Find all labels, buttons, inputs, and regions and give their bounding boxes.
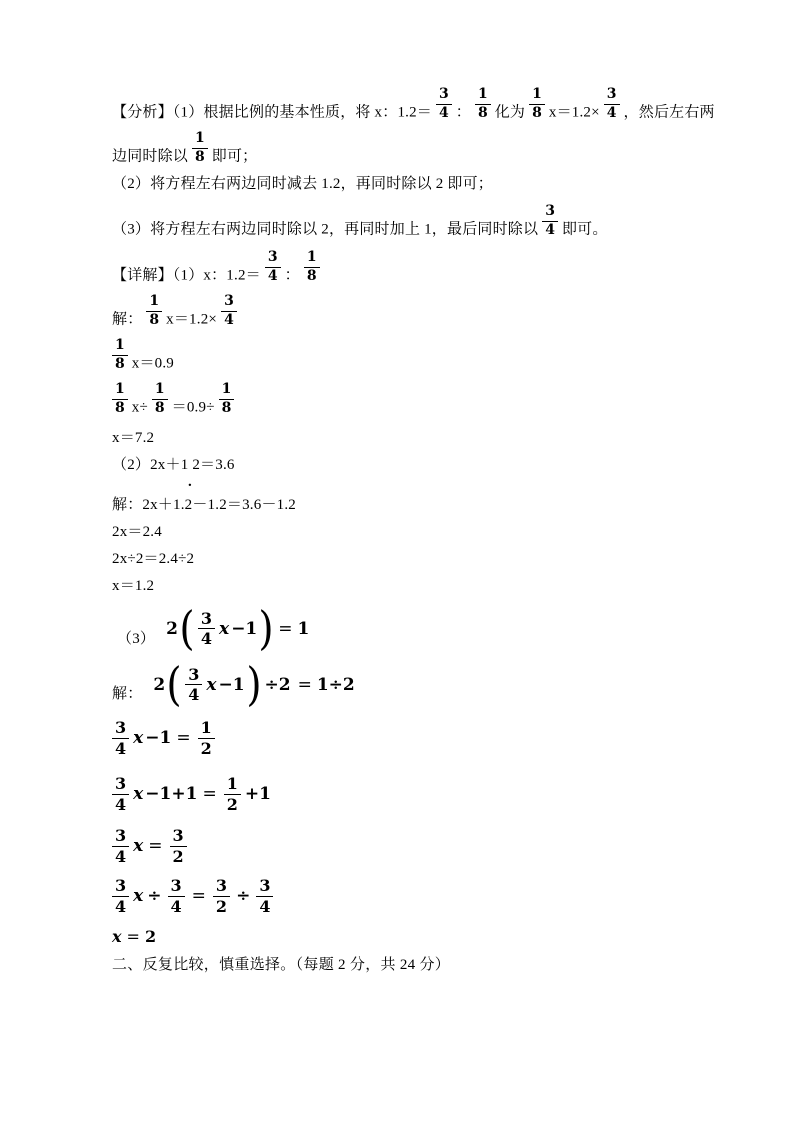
text-run: ，然后左右两 bbox=[623, 104, 715, 121]
divide-sign: ÷ bbox=[147, 886, 162, 907]
close-paren: ) bbox=[245, 656, 262, 711]
fraction-numerator: 1 bbox=[475, 86, 491, 105]
divide-sign: ÷ bbox=[236, 886, 251, 907]
fraction-3-4 bbox=[112, 774, 129, 814]
fraction-denominator: 4 bbox=[224, 311, 234, 328]
close-paren: ) bbox=[258, 601, 274, 655]
math-line-3-3 bbox=[112, 718, 706, 758]
fraction-1-8 bbox=[529, 86, 545, 122]
fraction-numerator: 3 bbox=[112, 876, 129, 897]
text-run: （3）将方程左右两边同时除以 2，再同时加上 1，最后同时除以 bbox=[112, 221, 539, 238]
analysis-section bbox=[112, 86, 715, 239]
fraction-denominator: 4 bbox=[439, 104, 449, 121]
fraction-1-8 bbox=[146, 293, 162, 329]
fraction-3-4 bbox=[185, 665, 202, 705]
fraction-numerator: 3 bbox=[112, 774, 129, 795]
fraction-denominator: 8 bbox=[306, 267, 317, 284]
fraction-numerator: 1 bbox=[146, 293, 162, 312]
math-expression bbox=[152, 656, 355, 711]
equation-line bbox=[112, 381, 706, 417]
text-run: 化为 bbox=[494, 104, 526, 121]
variable-x: x bbox=[112, 926, 122, 946]
variable-x: x bbox=[133, 728, 144, 749]
result-line bbox=[112, 425, 706, 451]
rhs: 2 bbox=[144, 926, 157, 946]
fraction-numerator: 3 bbox=[604, 86, 620, 105]
text-run: x＝7.2 bbox=[112, 430, 155, 446]
fraction-denominator: 8 bbox=[149, 311, 160, 328]
text-run: x＝1.2× bbox=[166, 311, 218, 328]
fraction-3-4 bbox=[436, 86, 452, 122]
fraction-denominator: 2 bbox=[200, 738, 212, 758]
stray-decimal-point bbox=[188, 474, 706, 490]
fraction-1-8 bbox=[192, 130, 208, 166]
fraction-numerator: 3 bbox=[112, 826, 129, 847]
fraction-3-2 bbox=[213, 876, 230, 916]
fraction-1-8 bbox=[304, 249, 320, 285]
fraction-3-4 bbox=[198, 609, 215, 649]
text-run: 【详解】（1）x：1.2＝ bbox=[112, 267, 261, 284]
fraction-numerator: 3 bbox=[198, 609, 215, 630]
fraction-numerator: 1 bbox=[152, 381, 168, 400]
fraction-1-8 bbox=[219, 381, 235, 417]
item-label: （3） bbox=[117, 630, 156, 647]
coefficient: 2 bbox=[166, 618, 178, 639]
equals-sign: = bbox=[278, 618, 293, 639]
fraction-numerator: 1 bbox=[304, 249, 320, 268]
fraction-denominator: 4 bbox=[606, 104, 617, 121]
text-run: 2x＝2.4 bbox=[112, 524, 162, 540]
fraction-denominator: 4 bbox=[545, 221, 555, 238]
detail-line-1 bbox=[112, 249, 706, 285]
rhs: 1÷2 bbox=[316, 674, 355, 695]
section-2-heading bbox=[112, 952, 706, 978]
equals-sign: = bbox=[148, 836, 163, 857]
fraction-denominator: 8 bbox=[221, 399, 232, 416]
math-expression bbox=[112, 826, 190, 866]
open-paren: ( bbox=[179, 601, 195, 655]
text-run: 解：2x＋1.2－1.2＝3.6－1.2 bbox=[112, 497, 297, 513]
math-expression bbox=[165, 601, 310, 655]
fraction-numerator: 1 bbox=[112, 381, 128, 400]
text-run: 即可； bbox=[211, 148, 258, 165]
fraction-denominator: 4 bbox=[188, 685, 200, 705]
text-run: （2）2x＋1 2＝3.6 bbox=[112, 457, 235, 473]
text-run: . bbox=[188, 474, 192, 490]
fraction-3-4 bbox=[168, 876, 185, 916]
equals-sign: = bbox=[297, 674, 312, 695]
fraction-1-2 bbox=[198, 718, 215, 758]
variable-x: x bbox=[133, 886, 144, 907]
fraction-denominator: 8 bbox=[115, 355, 125, 372]
fraction-1-8 bbox=[112, 381, 128, 417]
fraction-numerator: 3 bbox=[265, 249, 281, 268]
text-run: x＝1.2 bbox=[112, 578, 155, 594]
fraction-1-8 bbox=[112, 337, 128, 373]
term: −1 bbox=[145, 728, 172, 749]
fraction-denominator: 8 bbox=[532, 104, 542, 121]
math-line-3-2 bbox=[112, 656, 706, 711]
equation-line bbox=[112, 519, 706, 545]
fraction-numerator: 3 bbox=[168, 876, 185, 897]
variable-x: x bbox=[219, 618, 230, 639]
divide-term: ÷2 bbox=[264, 674, 291, 695]
variable-x: x bbox=[206, 674, 217, 695]
fraction-numerator: 3 bbox=[185, 665, 202, 686]
fraction-3-4 bbox=[542, 203, 558, 239]
fraction-numerator: 3 bbox=[221, 293, 237, 312]
math-expression bbox=[112, 876, 276, 916]
math-expression bbox=[112, 718, 218, 758]
fraction-1-2 bbox=[224, 774, 241, 814]
math-line-3-1 bbox=[112, 601, 706, 655]
text-run: 【分析】（1）根据比例的基本性质，将 x：1.2＝ bbox=[112, 104, 433, 121]
fraction-3-4 bbox=[112, 876, 129, 916]
term: −1+1 bbox=[145, 784, 198, 805]
fraction-numerator: 1 bbox=[192, 130, 208, 149]
fraction-numerator: 3 bbox=[436, 86, 452, 105]
fraction-3-4 bbox=[604, 86, 620, 122]
analysis-line-3 bbox=[112, 171, 706, 197]
coefficient: 2 bbox=[153, 674, 166, 695]
variable-x: x bbox=[133, 836, 144, 857]
fraction-3-2 bbox=[170, 826, 187, 866]
term: −1 bbox=[231, 618, 258, 639]
math-expression bbox=[112, 927, 157, 946]
term: +1 bbox=[244, 784, 271, 805]
detail-section bbox=[112, 249, 706, 946]
equals-sign: = bbox=[126, 926, 140, 946]
fraction-denominator: 4 bbox=[259, 896, 271, 916]
fraction-numerator: 3 bbox=[213, 876, 230, 897]
text-run: x＝1.2× bbox=[548, 104, 600, 121]
fraction-denominator: 4 bbox=[170, 896, 182, 916]
fraction-numerator: 1 bbox=[224, 774, 241, 795]
math-line-3-6 bbox=[112, 876, 706, 916]
ratio-colon: ： bbox=[455, 104, 471, 121]
term: −1 bbox=[218, 674, 245, 695]
equals-sign: = bbox=[176, 728, 191, 749]
fraction-denominator: 8 bbox=[477, 104, 488, 121]
fraction-3-4 bbox=[112, 718, 129, 758]
fraction-numerator: 3 bbox=[542, 203, 558, 222]
fraction-3-4 bbox=[221, 293, 237, 329]
text-run: 2x÷2＝2.4÷2 bbox=[112, 551, 195, 567]
solve-line-1 bbox=[112, 293, 706, 329]
fraction-numerator: 3 bbox=[112, 718, 129, 739]
fraction-denominator: 4 bbox=[267, 267, 278, 284]
equals-sign: = bbox=[191, 886, 206, 907]
fraction-denominator: 4 bbox=[115, 738, 127, 758]
fraction-denominator: 8 bbox=[154, 399, 165, 416]
equals-sign: = bbox=[202, 784, 217, 805]
fraction-denominator: 4 bbox=[200, 629, 213, 649]
fraction-denominator: 8 bbox=[195, 148, 205, 165]
open-paren: ( bbox=[166, 656, 182, 711]
math-line-3-7 bbox=[112, 927, 706, 946]
fraction-1-8 bbox=[152, 381, 168, 417]
math-line-3-4 bbox=[112, 774, 706, 814]
fraction-3-4 bbox=[256, 876, 273, 916]
fraction-numerator: 3 bbox=[170, 826, 187, 847]
fraction-denominator: 8 bbox=[115, 399, 125, 416]
text-run: x÷ bbox=[131, 399, 148, 416]
fraction-denominator: 2 bbox=[215, 896, 228, 916]
fraction-numerator: 1 bbox=[198, 718, 215, 739]
text-run: ＝0.9÷ bbox=[171, 399, 215, 416]
solve-label: 解： bbox=[112, 686, 143, 703]
equation-line-2 bbox=[112, 452, 706, 478]
solve-line-2 bbox=[112, 492, 706, 518]
fraction-3-4 bbox=[265, 249, 281, 285]
text-run: 二、反复比较，慎重选择。（每题 2 分，共 24 分） bbox=[112, 956, 451, 973]
equation-line bbox=[112, 546, 706, 572]
text-run: x＝0.9 bbox=[131, 355, 175, 372]
fraction-denominator: 4 bbox=[115, 794, 127, 814]
text-run: 即可。 bbox=[561, 221, 608, 238]
text-run: 解： bbox=[112, 311, 143, 328]
analysis-line-4 bbox=[112, 203, 706, 239]
fraction-denominator: 4 bbox=[115, 896, 127, 916]
rhs: 1 bbox=[297, 618, 310, 639]
equation-line bbox=[112, 337, 706, 373]
fraction-denominator: 2 bbox=[226, 794, 238, 814]
fraction-1-8 bbox=[475, 86, 491, 122]
math-line-3-5 bbox=[112, 826, 706, 866]
fraction-3-4 bbox=[112, 826, 129, 866]
ratio-colon: ： bbox=[284, 267, 300, 284]
analysis-line-2 bbox=[112, 130, 706, 166]
fraction-denominator: 2 bbox=[172, 846, 184, 866]
variable-x: x bbox=[133, 784, 144, 805]
analysis-line-1 bbox=[112, 86, 715, 122]
fraction-numerator: 1 bbox=[112, 337, 128, 356]
fraction-denominator: 4 bbox=[115, 846, 127, 866]
fraction-numerator: 1 bbox=[219, 381, 235, 400]
text-run: 边同时除以 bbox=[112, 148, 189, 165]
math-expression bbox=[112, 774, 272, 814]
fraction-numerator: 1 bbox=[529, 86, 545, 105]
result-line bbox=[112, 573, 706, 599]
text-run: （2）将方程左右两边同时减去 1.2，再同时除以 2 即可； bbox=[112, 176, 494, 192]
fraction-numerator: 3 bbox=[256, 876, 273, 897]
